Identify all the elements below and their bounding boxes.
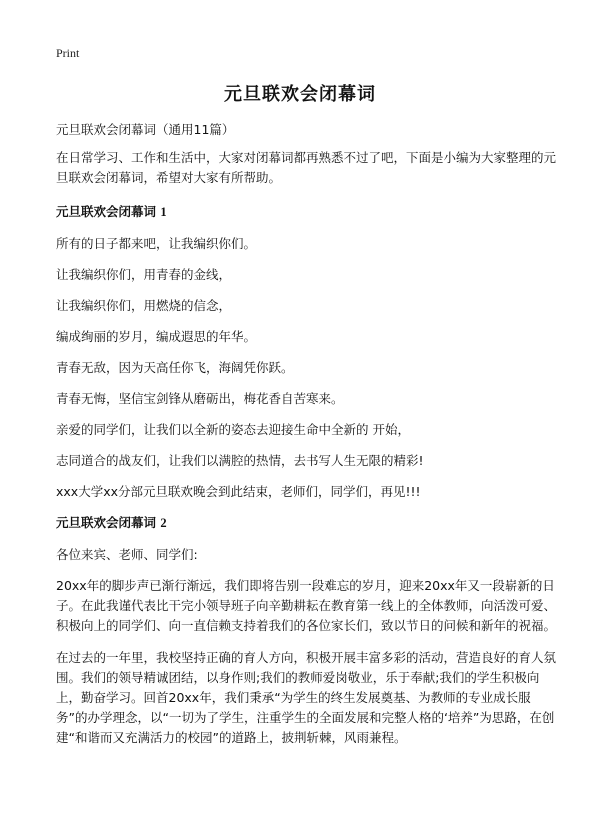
document-body <box>56 120 556 760</box>
intro-paragraph: 在日常学习、工作和生活中，大家对闭幕词都再熟悉不过了吧，下面是小编为大家整理的元旦联欢会闭幕词，希望对大家有所帮助。 <box>56 150 557 185</box>
document-title: 元旦联欢会闭幕词 <box>224 84 376 105</box>
poem-line: 所有的日子都来吧，让我编织你们。 <box>56 236 257 251</box>
section-heading-1 <box>56 202 556 222</box>
body-paragraph: 20xx年的脚步声已渐行渐远，我们即将告别一段难忘的岁月，迎来20xx年又一段崭新的日子。在此我谨代表比干完小领导班子向辛勤耕耘在教育第一线上的全体教师，向活泼可爱、积极向上的同学们、向一直信赖支持着我们的各位家长们，致以节日的问候和新年的祝福。 <box>56 578 557 633</box>
section-heading-2 <box>56 513 556 533</box>
body-paragraph: 在过去的一年里，我校坚持正确的育人方向，积极开展丰富多彩的活动，营造良好的育人氛围。我们的领导精诚团结，以身作则;我们的教师爱岗敬业，乐于奉献;我们的学生积极向上，勤奋学习。回首20xx年，我们秉承“为学生的终生发展奠基、为教师的专业成长服务”的办学理念，以“一切为了学生，注重学生的全面发展和完整人格的‘培养”为思路，在创建“和谐而又充满活力的校园”的道路上，披荆斩棘，风雨兼程。 <box>56 650 557 745</box>
document-subtitle: 元旦联欢会闭幕词（通用11篇） <box>56 122 235 137</box>
section-heading-number: 2 <box>160 516 167 530</box>
section-heading-number: 1 <box>160 205 167 219</box>
print-label[interactable]: Print <box>56 46 80 60</box>
poem-line: xxx大学xx分部元旦联欢晚会到此结束，老师们，同学们，再见!!! <box>56 484 421 499</box>
poem-line: 青春无悔，坚信宝剑锋从磨砺出，梅花香自苦寒来。 <box>56 391 344 406</box>
poem-line: 志同道合的战友们，让我们以满腔的热情，去书写人生无限的精彩! <box>56 453 424 468</box>
section-heading-text: 元旦联欢会闭幕词 <box>56 515 157 530</box>
poem-line: 让我编织你们，用青春的金线， <box>56 267 232 282</box>
section-heading-text: 元旦联欢会闭幕词 <box>56 204 157 219</box>
poem-line: 编成绚丽的岁月，编成遐思的年华。 <box>56 329 257 344</box>
greeting-line: 各位来宾、老师、同学们: <box>56 547 198 562</box>
poem-line: 让我编织你们，用燃烧的信念， <box>56 298 232 313</box>
poem-line: 青春无敌，因为天高任你飞，海阔凭你跃。 <box>56 360 294 375</box>
poem-line: 亲爱的同学们，让我们以全新的姿态去迎接生命中全新的 开始， <box>56 422 410 437</box>
